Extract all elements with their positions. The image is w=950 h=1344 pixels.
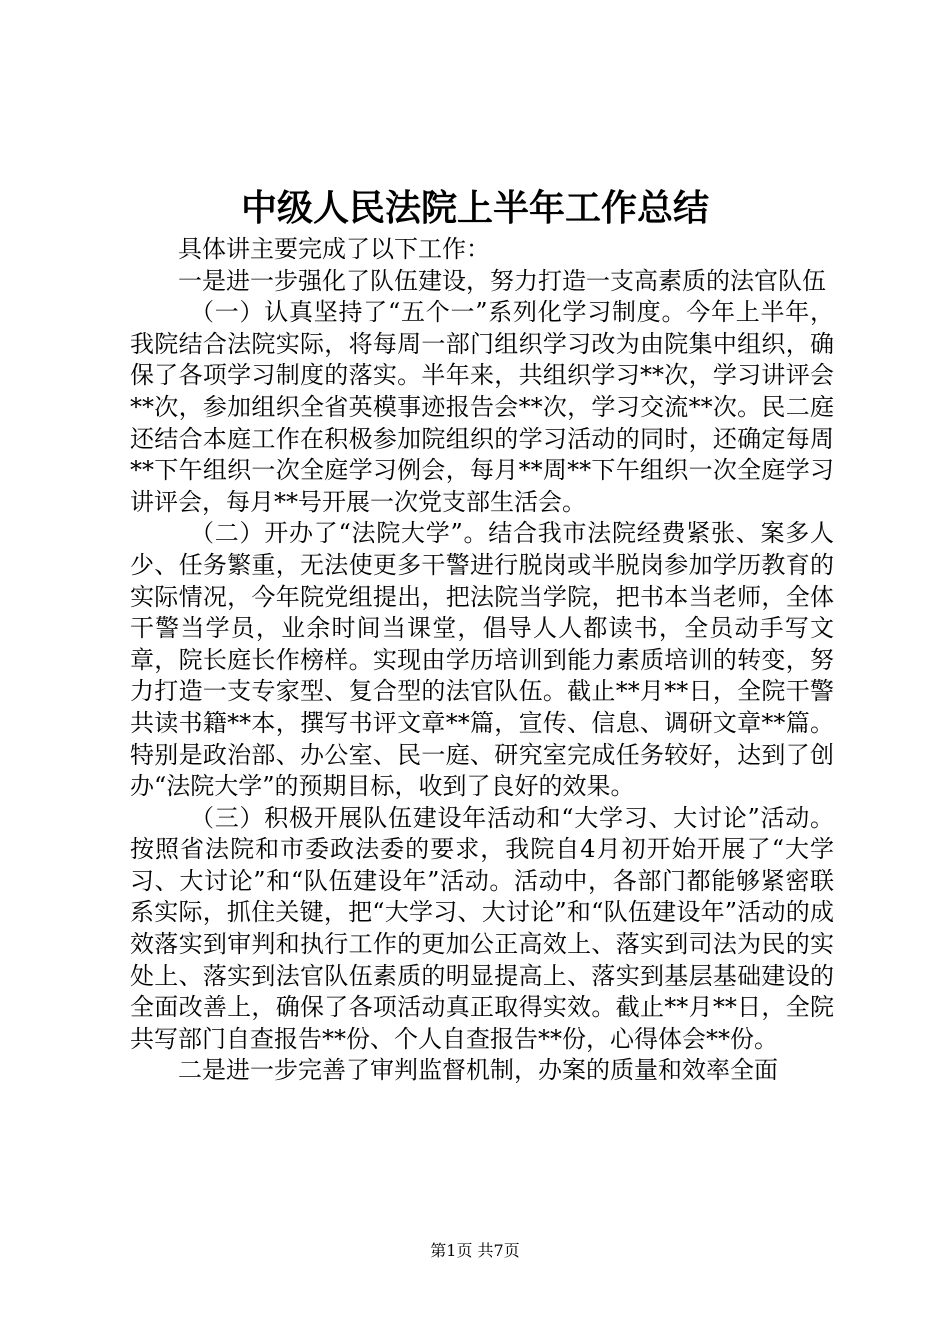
paragraph-section-one: 一是进一步强化了队伍建设，努力打造一支高素质的法官队伍 [178,266,826,295]
document-title: 中级人民法院上半年工作总结 [240,187,709,229]
paragraph-intro: 具体讲主要完成了以下工作： [178,235,490,263]
document-body [130,234,834,1087]
paragraph-section-two: 二是进一步完善了审判监督机制，办案的质量和效率全面 [178,1056,778,1085]
paragraph-item-2: （二）开办了“法院大学”。结合我市法院经费紧张、案多人少、任务繁重，无法使更多干警进行脱岗或半脱岗参加学历教育的实际情况，今年院党组提出，把法院当学院，把书本当老师，全体干警当学员，业余时间当课堂，倡导人人都读书，全员动手写文章，院长庭长作榜样。实现由学历培训到能力素质培训的转变，努力打造一支专家型、复合型的法官队伍。截止**月**日，全院干警共读书籍**本，撰写书评文章**篇，宣传、信息、调研文章**篇。特别是政治部、办公室、民一庭、研究室完成任务较好，达到了创办“法院大学”的预期目标，收到了良好的效果。 [130,519,834,801]
page-footer: 第1页 共7页 [430,1241,520,1260]
paragraph-item-1: （一）认真坚持了“五个一”系列化学习制度。今年上半年，我院结合法院实际，将每周一部门组织学习改为由院集中组织，确保了各项学习制度的落实。半年来，共组织学习**次，学习讲评会**次，参加组织全省英模事迹报告会**次，学习交流**次。民二庭还结合本庭工作在积极参加院组织的学习活动的同时，还确定每周**下午组织一次全庭学习例会，每月**周**下午组织一次全庭学习讲评会，每月**号开展一次党支部生活会。 [130,298,834,516]
paragraph-item-3: （三）积极开展队伍建设年活动和“大学习、大讨论”活动。按照省法院和市委政法委的要求，我院自4月初开始开展了“大学习、大讨论”和“队伍建设年”活动。活动中，各部门都能够紧密联系实际，抓住关键，把“大学习、大讨论”和“队伍建设年”活动的成效落实到审判和执行工作的更加公正高效上、落实到司法为民的实处上、落实到法官队伍素质的明显提高上、落实到基层基础建设的全面改善上，确保了各项活动真正取得实效。截止**月**日，全院共写部门自查报告**份、个人自查报告**份，心得体会**份。 [130,803,834,1053]
